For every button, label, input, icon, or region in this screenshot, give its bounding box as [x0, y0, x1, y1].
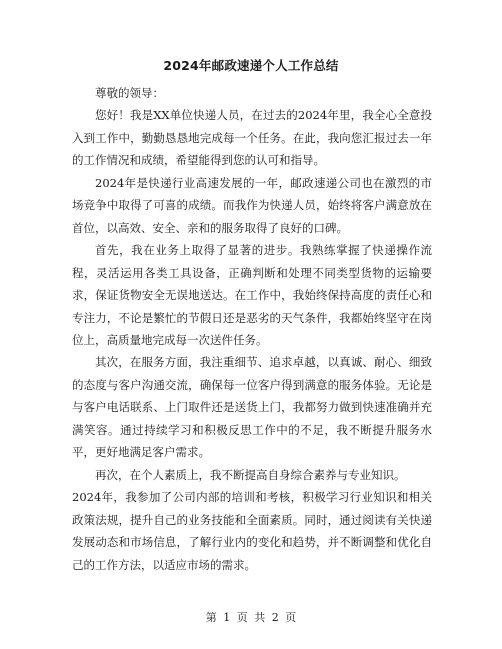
paragraph-industry: 2024年是快递行业高速发展的一年，邮政速递公司也在激烈的市场竞争中取得了可喜的成绩。而我作为快递人员，始终将客户满意放在首位，以高效、安全、亲和的服务取得了良好的口碑。 — [72, 175, 432, 235]
paragraph-quality-detail: 2024年，我参加了公司内部的培训和考核，积极学习行业知识和相关政策法规，提升自己的业务技能和全面素质。同时，通过阅读有关快递发展动态和市场信息，了解行业内的变化和趋势，并不断调整和优化自己的工作方法，以适应市场的需求。 — [72, 490, 432, 572]
paragraph-greeting: 您好！我是XX单位快递人员，在过去的2024年里，我全心全意投入到工作中，勤勤恳恳地完成每一个任务。在此，我向您汇报过去一年的工作情况和成绩，希望能得到您的认可和指导。 — [72, 108, 432, 168]
paragraph-business: 首先，我在业务上取得了显著的进步。我熟练掌握了快递操作流程，灵活运用各类工具设备，正确判断和处理不同类型货物的运输要求，保证货物安全无误地送达。在工作中，我始终保持高度的责任心和专注力，不论是繁忙的节假日还是恶劣的天气条件，我都始终坚守在岗位上，高质量地完成每一次送件任务。 — [72, 243, 432, 347]
document-body — [72, 82, 432, 576]
paragraph-service: 其次，在服务方面，我注重细节、追求卓越，以真诚、耐心、细致的态度与客户沟通交流，确保每一位客户得到满意的服务体验。无论是与客户电话联系、上门取件还是送货上门，我都努力做到快速准确并充满笑容。通过持续学习和积极反思工作中的不足，我不断提升服务水平，更好地满足客户需求。 — [72, 355, 432, 460]
salutation: 尊敬的领导： — [95, 86, 164, 100]
document-title: 2024年邮政速递个人工作总结 — [163, 58, 339, 73]
page-number-footer: 第 1 页 共 2 页 — [205, 611, 297, 624]
paragraph-quality-intro: 再次，在个人素质上，我不断提高自身综合素养与专业知识。 — [95, 467, 406, 482]
